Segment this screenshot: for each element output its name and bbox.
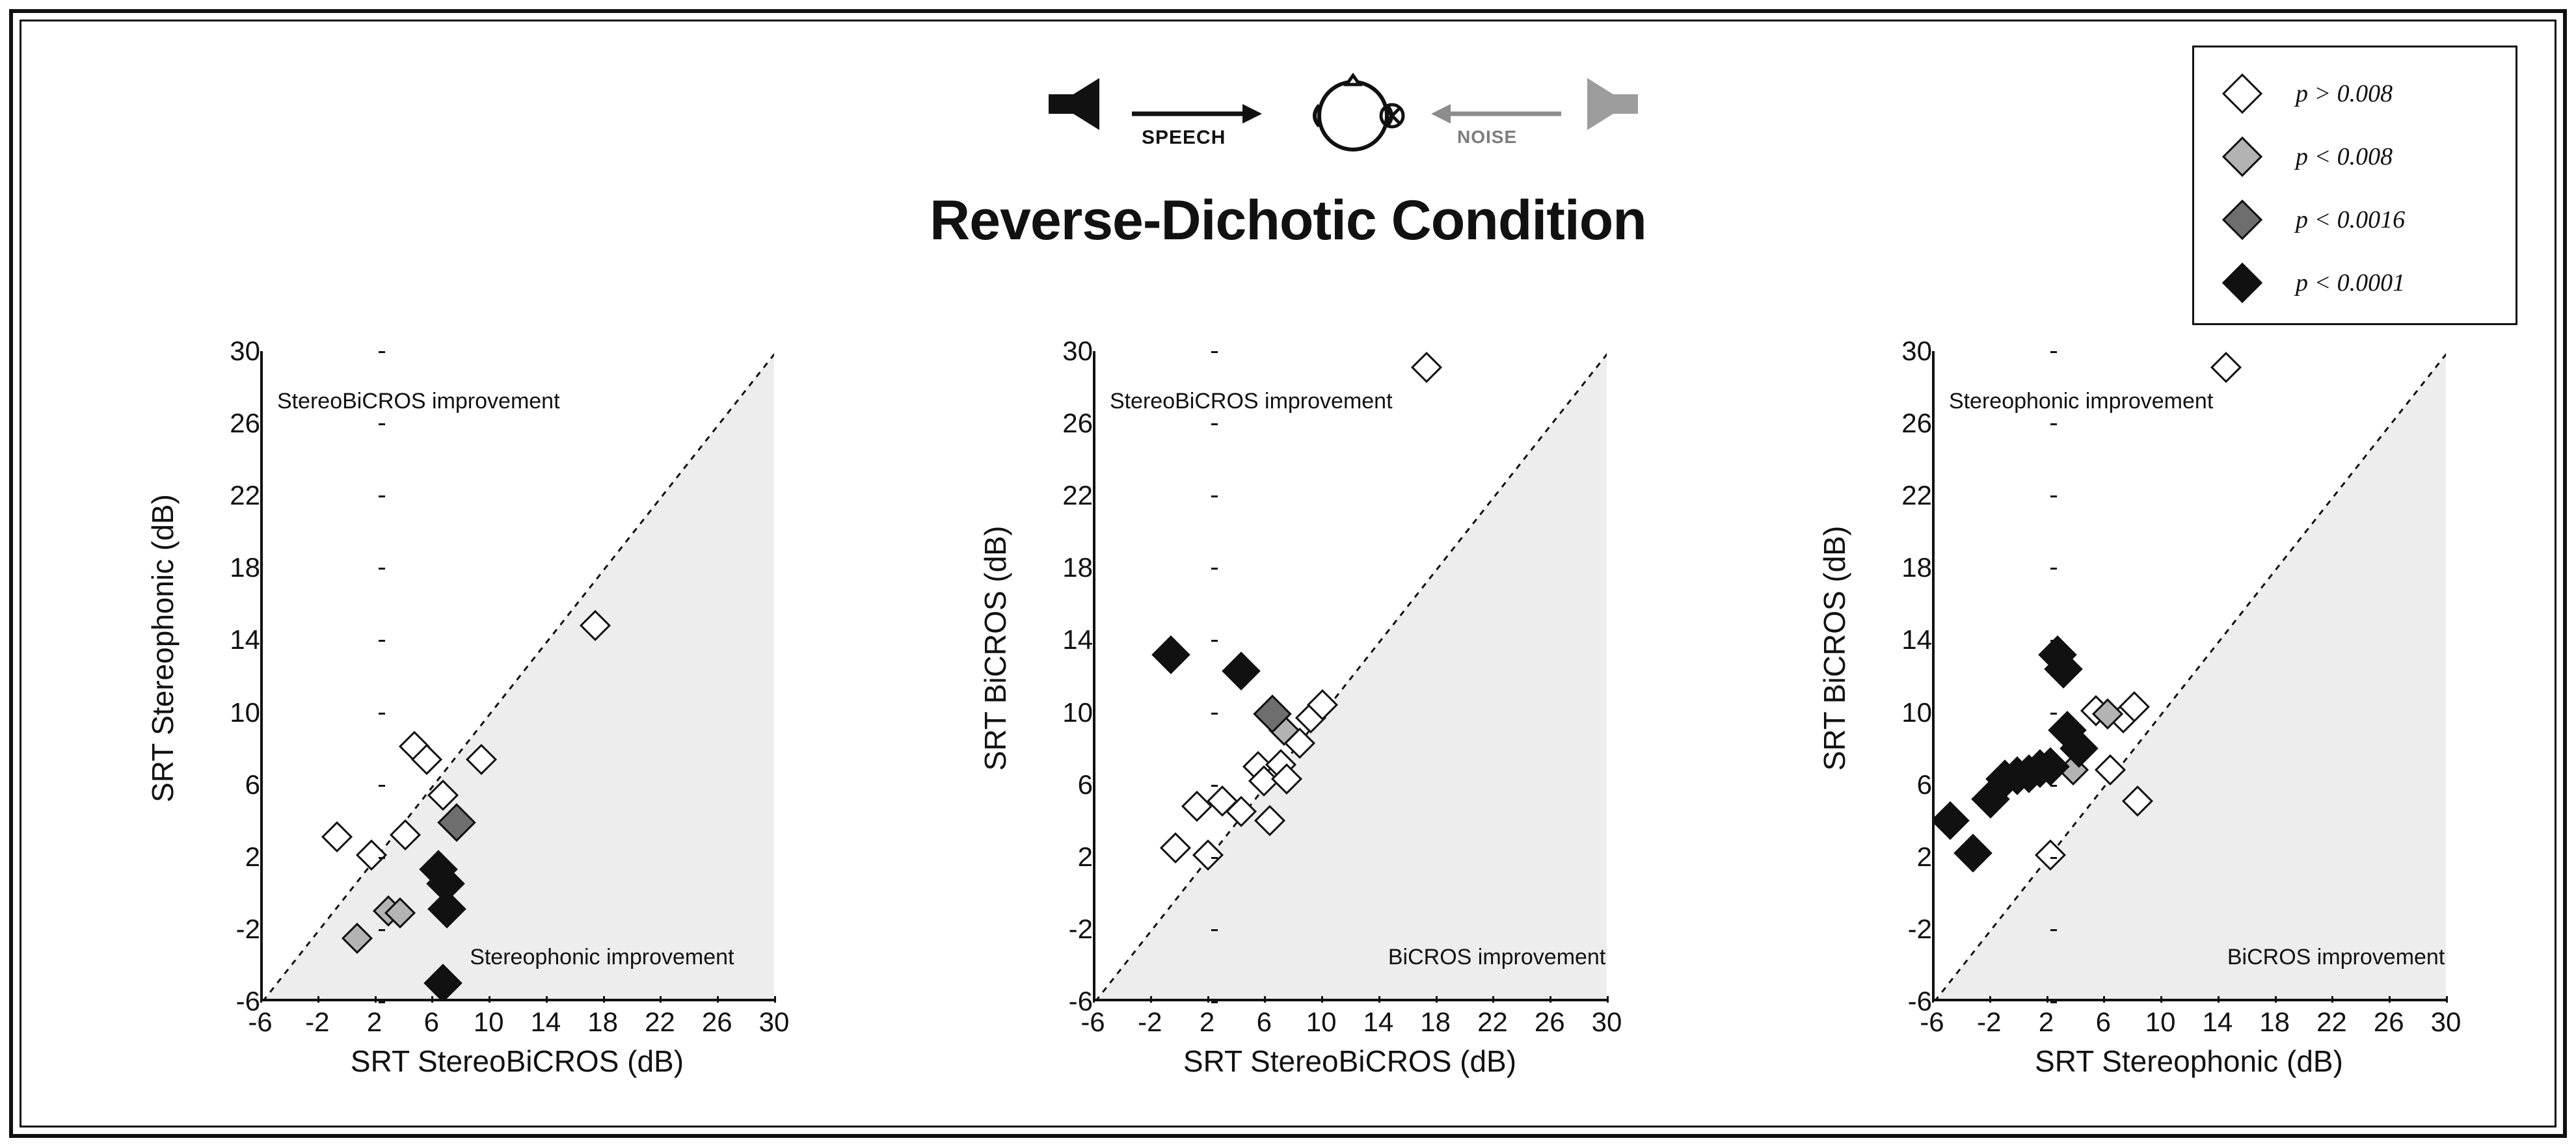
plot-area <box>1932 351 2446 1001</box>
y-tick-mark <box>1211 785 1218 787</box>
x-tick-mark <box>1321 996 1323 1003</box>
y-tick-label: 2 <box>1916 841 1932 872</box>
y-tick-label: 10 <box>1901 696 1932 728</box>
y-tick-mark <box>2050 713 2057 715</box>
x-tick-mark <box>660 996 662 1003</box>
scatter-panel-2 <box>904 325 1678 1099</box>
page-title: Reverse-Dichotic Condition <box>930 189 1646 252</box>
y-tick-mark <box>2050 423 2057 425</box>
legend-item-label: p < 0.0016 <box>2296 205 2406 233</box>
plot-area <box>1093 351 1607 1001</box>
y-tick-mark <box>379 423 385 425</box>
y-tick-mark <box>2050 929 2057 931</box>
speech-arrow-icon <box>1132 101 1262 127</box>
x-tick-label: 22 <box>645 1007 675 1037</box>
y-tick-mark <box>379 351 385 353</box>
speaker-icon-right <box>1587 75 1665 137</box>
y-tick-label: 18 <box>230 552 260 583</box>
x-axis-ticks <box>248 1001 790 1040</box>
y-tick-label: -6 <box>1068 986 1093 1016</box>
y-tick-label: 10 <box>230 696 260 728</box>
plot-area <box>260 351 774 1001</box>
legend-diamond-icon <box>2222 73 2262 113</box>
y-tick-label: 22 <box>1062 480 1093 511</box>
y-tick-label: 30 <box>1901 336 1932 366</box>
y-tick-mark <box>1211 713 1218 715</box>
x-tick-mark <box>2275 996 2277 1003</box>
x-tick-label: 2 <box>366 1007 382 1037</box>
x-tick-label: 6 <box>1256 1007 1272 1037</box>
x-tick-mark <box>1264 996 1266 1003</box>
x-tick-mark <box>431 996 433 1003</box>
y-tick-mark <box>1211 568 1218 570</box>
x-tick-label: 26 <box>2373 1007 2404 1037</box>
y-tick-label: 6 <box>1077 769 1093 800</box>
y-axis-label: SRT BiCROS (dB) <box>978 525 1012 771</box>
x-tick-mark <box>1436 996 1438 1003</box>
y-tick-label: 2 <box>1077 841 1093 872</box>
y-tick-mark <box>2050 785 2057 787</box>
x-tick-label: -2 <box>1977 1007 2002 1037</box>
y-tick-label: 22 <box>1901 480 1932 511</box>
y-tick-label: 18 <box>1901 552 1932 583</box>
x-axis-label: SRT StereoBiCROS (dB) <box>350 1044 684 1078</box>
y-tick-mark <box>1211 423 1218 425</box>
x-tick-label: 14 <box>1363 1007 1394 1037</box>
y-tick-mark <box>379 857 385 859</box>
legend-item-label: p < 0.008 <box>2296 142 2393 170</box>
x-axis-label: SRT Stereophonic (dB) <box>2035 1044 2343 1078</box>
y-tick-label: -6 <box>1907 986 1932 1016</box>
legend-item-label: p > 0.008 <box>2296 79 2393 107</box>
y-tick-label: 6 <box>1916 769 1932 800</box>
x-tick-mark <box>2046 996 2048 1003</box>
x-tick-label: 10 <box>1306 1007 1337 1037</box>
head-top-view-icon <box>1281 65 1425 159</box>
x-tick-label: 30 <box>758 1007 790 1037</box>
x-tick-mark <box>1378 996 1380 1003</box>
x-axis-label: SRT StereoBiCROS (dB) <box>1183 1044 1517 1078</box>
x-tick-label: 30 <box>2430 1007 2462 1037</box>
identity-line-and-shading <box>1935 351 2446 999</box>
x-tick-mark <box>260 996 262 1003</box>
x-tick-label: 30 <box>1591 1007 1622 1037</box>
region-annotation: StereoBiCROS improvement <box>1109 388 1393 414</box>
x-tick-mark <box>1492 996 1494 1003</box>
y-tick-label: 2 <box>245 841 260 872</box>
x-tick-mark <box>2389 996 2391 1003</box>
identity-line-and-shading <box>1095 351 1607 999</box>
x-tick-label: 14 <box>2202 1007 2233 1037</box>
x-tick-label: -6 <box>1920 1007 1944 1037</box>
x-tick-label: 14 <box>530 1007 561 1037</box>
noise-label: NOISE <box>1457 127 1518 147</box>
y-tick-mark <box>379 640 385 642</box>
x-tick-label: 10 <box>2145 1007 2176 1037</box>
y-tick-mark <box>379 713 385 715</box>
y-tick-mark <box>1211 351 1218 353</box>
y-tick-label: 14 <box>230 624 260 655</box>
x-axis-ticks <box>1080 1001 1622 1040</box>
x-tick-mark <box>774 996 776 1003</box>
x-tick-label: 2 <box>1199 1007 1215 1037</box>
x-tick-label: 6 <box>423 1007 439 1037</box>
y-tick-mark <box>2050 568 2057 570</box>
y-axis-label: SRT BiCROS (dB) <box>1818 525 1851 771</box>
y-tick-label: 10 <box>1062 696 1093 728</box>
x-tick-mark <box>2160 996 2162 1003</box>
y-tick-mark <box>2050 640 2057 642</box>
x-tick-label: 22 <box>2316 1007 2347 1037</box>
listening-schematic <box>1028 39 1678 163</box>
y-tick-mark <box>379 495 385 497</box>
y-tick-label: 18 <box>1062 552 1093 583</box>
legend-item-label: p < 0.0001 <box>2296 269 2406 297</box>
x-tick-label: -6 <box>248 1007 273 1037</box>
speech-label: SPEECH <box>1142 127 1226 148</box>
region-annotation: StereoBiCROS improvement <box>276 388 560 414</box>
x-tick-mark <box>2331 996 2333 1003</box>
y-axis-label: SRT Stereophonic (dB) <box>146 494 180 802</box>
x-tick-label: 26 <box>701 1007 732 1037</box>
x-tick-mark <box>317 996 319 1003</box>
legend-item <box>2194 188 2516 251</box>
x-tick-mark <box>2446 996 2448 1003</box>
x-tick-mark <box>1550 996 1551 1003</box>
y-tick-label: 22 <box>230 480 260 511</box>
x-tick-mark <box>1607 996 1609 1003</box>
y-tick-label: 14 <box>1901 624 1932 655</box>
x-tick-label: 18 <box>1420 1007 1451 1037</box>
legend-item <box>2194 125 2516 188</box>
scatter-panel-3 <box>1743 325 2517 1099</box>
x-tick-mark <box>2103 996 2105 1003</box>
y-tick-label: -6 <box>235 986 260 1016</box>
y-tick-mark <box>379 785 385 787</box>
y-tick-mark <box>2050 495 2057 497</box>
y-tick-label: 30 <box>230 336 260 366</box>
x-tick-mark <box>2218 996 2220 1003</box>
x-tick-mark <box>375 996 377 1003</box>
x-tick-mark <box>546 996 548 1003</box>
x-tick-label: 18 <box>587 1007 619 1037</box>
region-annotation: Stereophonic improvement <box>470 945 734 970</box>
legend-item <box>2194 62 2516 125</box>
y-axis-ticks <box>1028 336 1093 1016</box>
y-tick-label: 26 <box>230 408 260 439</box>
x-tick-mark <box>489 996 490 1003</box>
y-axis-ticks <box>1867 336 1932 1016</box>
y-tick-label: 26 <box>1901 408 1932 439</box>
identity-line-and-shading <box>263 351 774 999</box>
noise-arrow-icon <box>1431 101 1561 127</box>
y-tick-label: 6 <box>245 769 260 800</box>
region-annotation: BiCROS improvement <box>1388 945 1606 970</box>
y-tick-mark <box>379 929 385 931</box>
y-tick-mark <box>379 568 385 570</box>
y-tick-mark <box>1211 640 1218 642</box>
region-annotation: BiCROS improvement <box>2227 945 2445 970</box>
x-tick-mark <box>1150 996 1152 1003</box>
scatter-panel-1 <box>72 325 846 1099</box>
legend <box>2192 46 2517 325</box>
y-axis-ticks <box>195 336 260 1016</box>
x-tick-mark <box>603 996 605 1003</box>
x-tick-label: 10 <box>473 1007 504 1037</box>
y-tick-label: 26 <box>1062 408 1093 439</box>
x-tick-label: 2 <box>2038 1007 2054 1037</box>
region-annotation: Stereophonic improvement <box>1948 388 2214 414</box>
x-tick-label: -2 <box>305 1007 330 1037</box>
x-tick-label: 18 <box>2259 1007 2290 1037</box>
y-tick-mark <box>1211 929 1218 931</box>
x-tick-label: 26 <box>1534 1007 1565 1037</box>
x-tick-mark <box>717 996 719 1003</box>
legend-diamond-icon <box>2222 262 2262 302</box>
x-tick-mark <box>1989 996 1991 1003</box>
legend-item <box>2194 251 2516 314</box>
x-tick-mark <box>1932 996 1934 1003</box>
y-tick-label: 30 <box>1062 336 1093 366</box>
y-tick-label: -2 <box>235 913 260 944</box>
x-tick-label: -2 <box>1138 1007 1162 1037</box>
y-tick-mark <box>2050 857 2057 859</box>
y-tick-mark <box>1211 857 1218 859</box>
y-tick-mark <box>2050 351 2057 353</box>
x-tick-label: 22 <box>1477 1007 1508 1037</box>
x-axis-ticks <box>1920 1001 2462 1040</box>
x-tick-label: -6 <box>1080 1007 1105 1037</box>
y-tick-label: 14 <box>1062 624 1093 655</box>
y-tick-label: -2 <box>1907 913 1932 944</box>
x-tick-label: 6 <box>2095 1007 2111 1037</box>
x-tick-mark <box>1093 996 1095 1003</box>
speaker-icon-left <box>1047 75 1125 137</box>
legend-diamond-icon <box>2222 136 2262 176</box>
legend-diamond-icon <box>2222 199 2262 239</box>
y-tick-mark <box>1211 495 1218 497</box>
y-tick-label: -2 <box>1068 913 1093 944</box>
x-tick-mark <box>1207 996 1209 1003</box>
